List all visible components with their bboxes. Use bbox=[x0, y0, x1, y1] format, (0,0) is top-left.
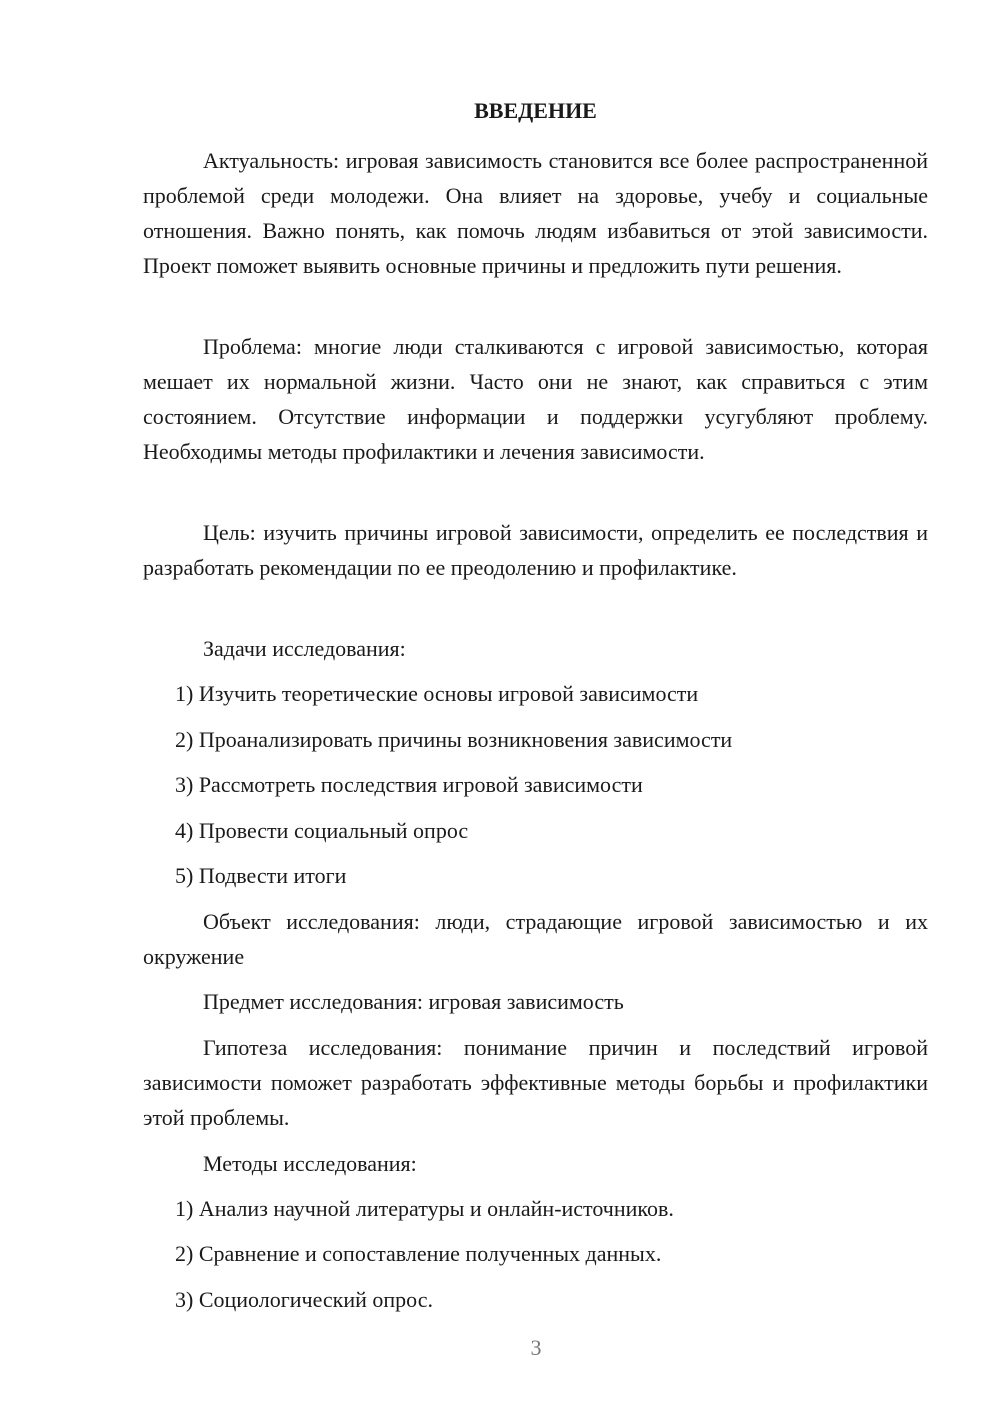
tasks-heading: Задачи исследования: bbox=[203, 636, 406, 661]
methods-heading: Методы исследования: bbox=[203, 1151, 417, 1176]
task-item: 3) Рассмотреть последствия игровой зависимости bbox=[175, 772, 643, 797]
paragraph-object: Объект исследования: люди, страдающие игровой зависимостью и их окружение bbox=[143, 909, 928, 969]
method-item: 2) Сравнение и сопоставление полученных данных. bbox=[175, 1241, 662, 1266]
paragraph-hypothesis: Гипотеза исследования: понимание причин и последствий игровой зависимости поможет разработать эффективные методы борьбы и профилактики этой проблемы. bbox=[143, 1035, 928, 1130]
paragraph-problem: Проблема: многие люди сталкиваются с игровой зависимостью, которая мешает их нормальной жизни. Часто они не знают, как справиться с этим состоянием. Отсутствие информации и поддержки усугубляют проблему. Необходимы методы профилактики и лечения зависимости. bbox=[143, 334, 928, 464]
method-item: 3) Социологический опрос. bbox=[175, 1287, 433, 1312]
page-number: 3 bbox=[530, 1335, 542, 1360]
task-item: 2) Проанализировать причины возникновения зависимости bbox=[175, 727, 733, 752]
page-title: ВВЕДЕНИЕ bbox=[474, 98, 597, 123]
task-item: 5) Подвести итоги bbox=[175, 863, 347, 888]
method-item: 1) Анализ научной литературы и онлайн-источников. bbox=[175, 1196, 674, 1221]
paragraph-relevance: Актуальность: игровая зависимость становится все более распространенной проблемой среди молодежи. Она влияет на здоровье, учебу и социальные отношения. Важно понять, как помочь людям избавиться от этой зависимости. Проект поможет выявить основные причины и предложить пути решения. bbox=[143, 148, 928, 278]
task-item: 1) Изучить теоретические основы игровой зависимости bbox=[175, 681, 699, 706]
task-item: 4) Провести социальный опрос bbox=[175, 818, 469, 843]
paragraph-goal: Цель: изучить причины игровой зависимости, определить ее последствия и разработать рекомендации по ее преодолению и профилактике. bbox=[143, 520, 928, 580]
paragraph-subject: Предмет исследования: игровая зависимость bbox=[203, 989, 624, 1014]
